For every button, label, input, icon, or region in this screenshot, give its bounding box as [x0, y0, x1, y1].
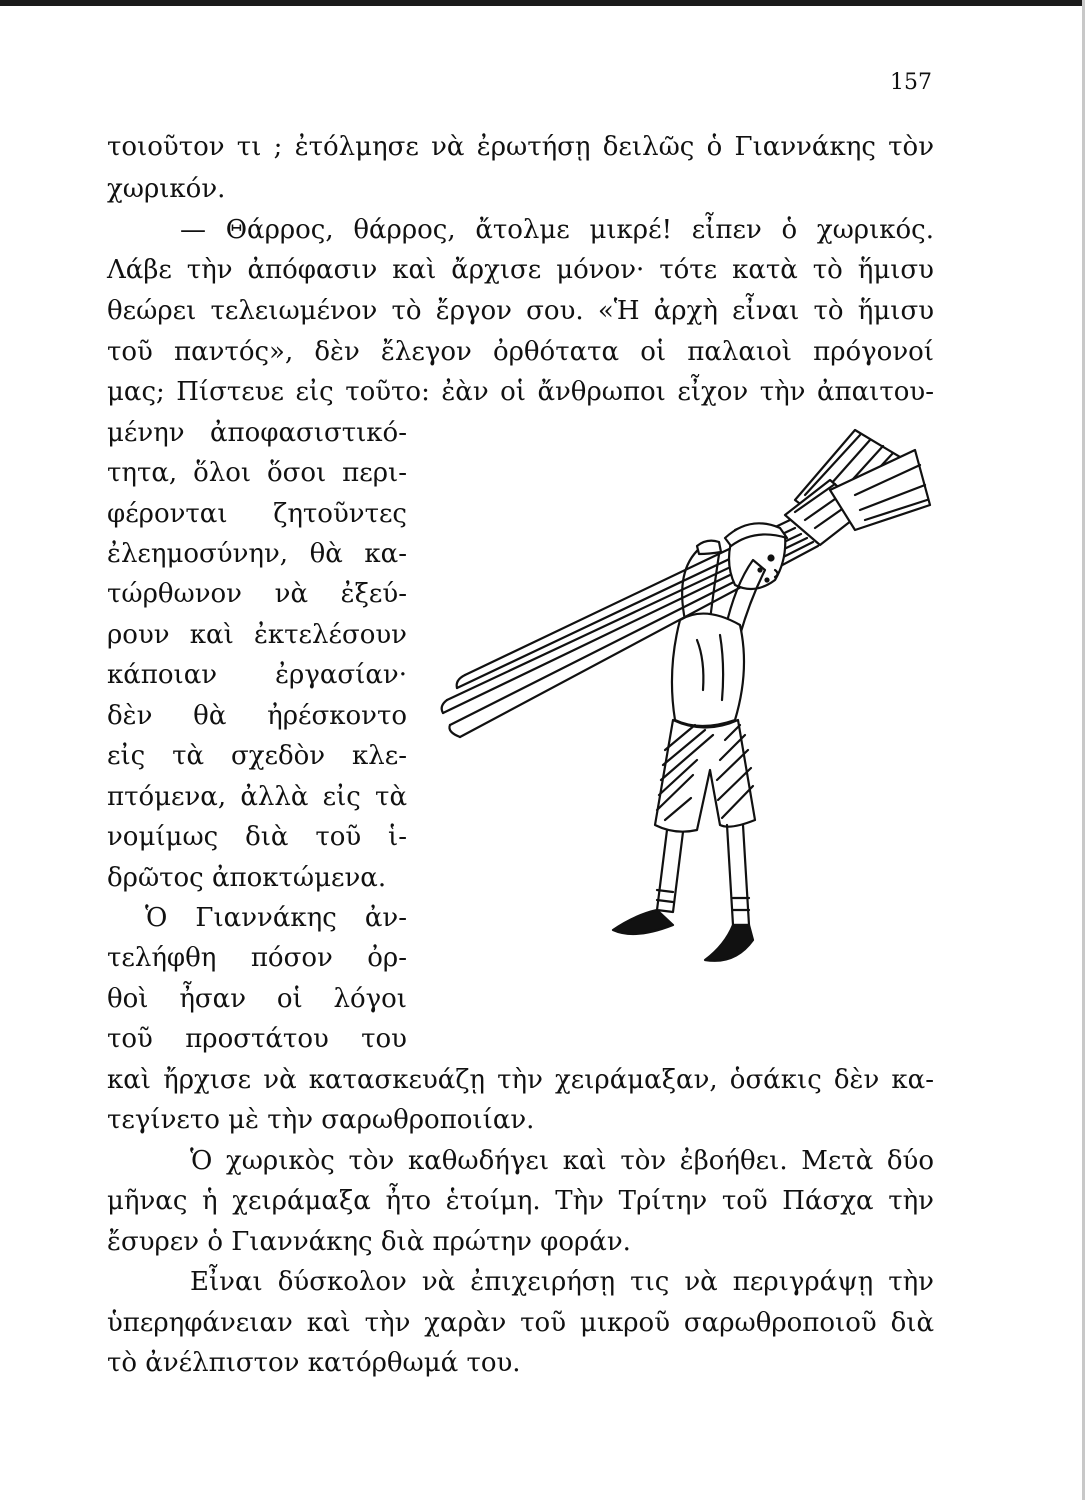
text-line: τώρθωνον νὰ ἐξεύ-: [107, 579, 407, 609]
text-line: τὸ ἀνέλπιστον κατόρθωμά του.: [107, 1348, 521, 1378]
page-number: 157: [890, 70, 932, 95]
text-line: Εἶναι δύσκολον νὰ ἐπιχειρήσῃ τις νὰ περιγράψῃ τὴν: [190, 1267, 934, 1297]
boy-head: [725, 523, 787, 589]
text-line: ὑπερηφάνειαν καὶ τὴν χαρὰν τοῦ μικροῦ σαρωθροποιοῦ διὰ: [107, 1308, 934, 1338]
text-line: καὶ ἤρχισε νὰ κατασκευάζῃ τὴν χειράμαξαν, ὁσάκις δὲν κα-: [107, 1065, 934, 1095]
text-line: εἰς τὰ σχεδὸν κλε-: [107, 741, 407, 771]
text-line: Ὁ Γιαννάκης ἀν-: [145, 903, 407, 933]
text-line: τεγίνετο μὲ τὴν σαρωθροποιίαν.: [107, 1105, 535, 1135]
boy-torso: [672, 614, 744, 726]
text-line: πτόμενα, ἀλλὰ εἰς τὰ: [107, 782, 407, 812]
text-line: μας; Πίστευε εἰς τοῦτο: ἐὰν οἱ ἄνθρωποι εἶχον τὴν ἀπαιτου-: [107, 377, 934, 407]
text-line: μῆνας ἡ χειράμαξα ἦτο ἑτοίμη. Τὴν Τρίτην τοῦ Πάσχα τὴν: [107, 1186, 934, 1216]
text-line: τητα, ὅλοι ὅσοι περι-: [107, 458, 407, 488]
text-line: νομίμως διὰ τοῦ ἱ-: [107, 822, 407, 852]
text-line: Ὁ χωρικὸς τὸν καθωδήγει καὶ τὸν ἐβοήθει. Μετὰ δύο: [190, 1146, 934, 1176]
broom-heads: [785, 430, 930, 545]
text-line: τοῦ παντός», δὲν ἔλεγον ὀρθότατα οἱ παλαιοὶ πρόγονοί: [107, 337, 934, 367]
top-edge-rule: [0, 0, 1085, 6]
text-line: ἐλεημοσύνην, θὰ κα-: [107, 539, 407, 569]
text-line: ρουν καὶ ἐκτελέσουν: [107, 620, 407, 650]
text-line: φέρονται ζητοῦντες: [107, 499, 407, 529]
text-line: τοιοῦτον τι ; ἐτόλμησε νὰ ἐρωτήσῃ δειλῶς ὁ Γιαννάκης τὸν: [107, 132, 934, 162]
text-line: — Θάρρος, θάρρος, ἄτολμε μικρέ! εἶπεν ὁ χωρικός.: [180, 215, 934, 245]
text-line: δρῶτος ἀποκτώμενα.: [107, 863, 387, 893]
text-line: μένην ἀποφασιστικό-: [107, 418, 407, 448]
text-line: Λάβε τὴν ἀπόφασιν καὶ ἄρχισε μόνον· τότε κατὰ τὸ ἥμισυ: [107, 255, 934, 285]
boy-with-brooms-illustration: [435, 420, 940, 990]
text-line: ἔσυρεν ὁ Γιαννάκης διὰ πρώτην φοράν.: [107, 1227, 631, 1257]
text-line: χωρικόν.: [107, 174, 226, 204]
text-line: δὲν θὰ ἠρέσκοντο: [107, 701, 407, 731]
boy-shorts: [655, 720, 755, 832]
text-line: θοὶ ἦσαν οἱ λόγοι: [107, 984, 407, 1014]
text-line: κάποιαν ἐργασίαν·: [107, 660, 407, 690]
text-line: θεώρει τελειωμένον τὸ ἔργον σου. «Ἡ ἀρχὴ εἶναι τὸ ἥμισυ: [107, 296, 934, 326]
text-line: τοῦ προστάτου του: [107, 1024, 407, 1054]
text-line: τελήφθη πόσον ὀρ-: [107, 943, 407, 973]
boy-legs: [657, 825, 749, 925]
